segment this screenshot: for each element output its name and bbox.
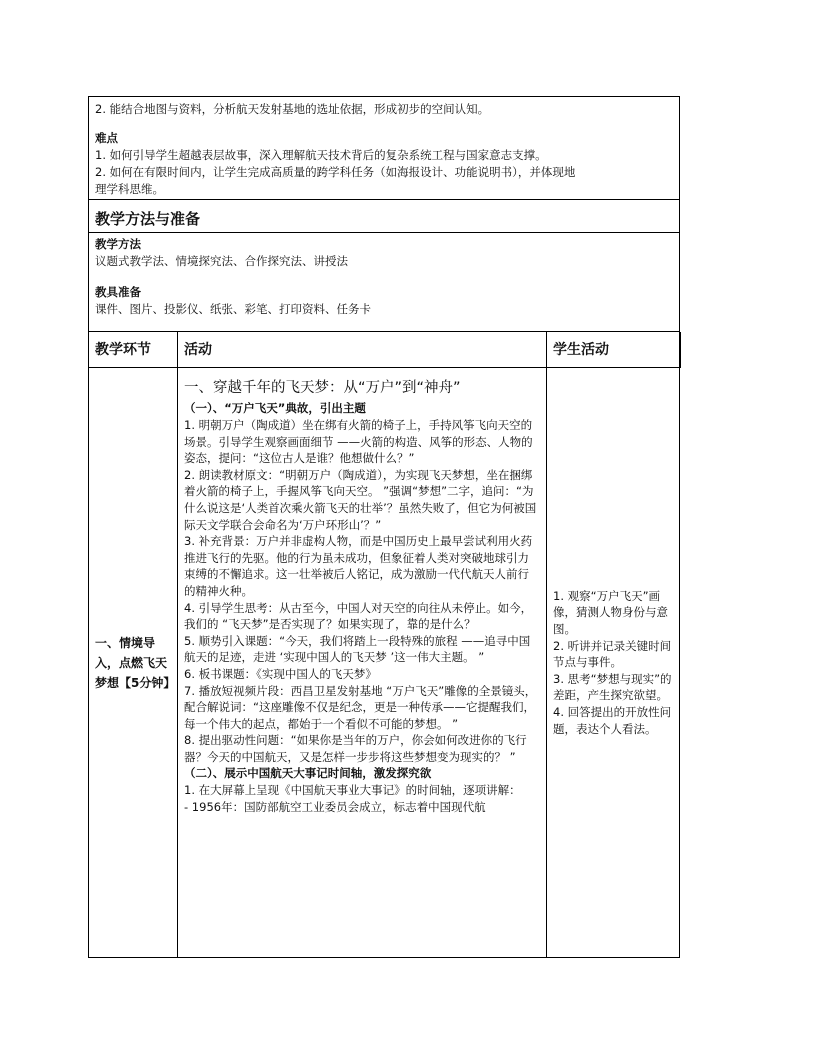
student-activity-item: 4. 回答提出的开放性问题，表达个人看法。	[553, 704, 672, 736]
activity-cell	[178, 368, 547, 957]
table-header-student: 学生活动	[547, 332, 681, 368]
lesson-table	[88, 332, 680, 958]
student-activity-item: 1. 观察“万户飞天”画像，猜测人物身份与意图。	[553, 588, 668, 637]
stage-label: 一、情境导入，点燃飞天梦想【5分钟】	[95, 635, 176, 690]
objectives-block	[88, 96, 680, 200]
methods-block	[88, 200, 680, 332]
difficulty-item-cont: 理学科思维。	[95, 182, 164, 196]
difficulty-item: 1. 如何引导学生超越表层故事，深入理解航天技术背后的复杂系统工程与国家意志支撑。	[95, 148, 547, 162]
activity-item: 1. 明朝万户（陶成道）坐在绑有火箭的椅子上，手持风筝飞向天空的场景。引导学生观察画面细节 ——火箭的构造、风筝的形态、人物的姿态，提问：“这位古人是谁？他想做什么？”	[184, 418, 533, 466]
activity-item: 7. 播放短视频片段：西昌卫星发射基地 “万户飞天”雕像的全景镜头，配合解说词：“这座雕像不仅是纪念，更是一种传承——它提醒我们，每一个伟大的起点，都始于一个看似不可能的梦想。 ”	[184, 683, 537, 731]
tools-label: 教具准备	[95, 285, 141, 299]
activity-item: 4. 引导学生思考：从古至今，中国人对天空的向往从未停止。如今，我们的 “飞天梦”是否实现了？如果实现了，靠的是什么？	[184, 600, 533, 632]
activity-item: - 1956年：国防部航空工业委员会成立，标志着中国现代航	[184, 800, 486, 815]
activity-section-title: 一、穿越千年的飞天梦：从“万户”到“神舟”	[184, 380, 461, 396]
stage-cell	[89, 368, 178, 957]
section-heading: 教学方法与准备	[89, 206, 679, 233]
difficulty-item: 2. 如何在有限时间内，让学生完成高质量的跨学科任务（如海报设计、功能说明书），并体现地	[95, 165, 576, 179]
method-label: 教学方法	[95, 237, 141, 251]
objective-line: 2. 能结合地图与资料，分析航天发射基地的选址依据，形成初步的空间认知。	[95, 102, 490, 116]
activity-item: 3. 补充背景：万户并非虚构人物，而是中国历史上最早尝试利用火药推进飞行的先驱。他的行为虽未成功，但象征着人类对突破地球引力束缚的不懈追求。这一壮举被后人铭记，成为激励一代代航天人前行的精神火种。	[184, 534, 533, 598]
activity-subtitle: （二）、展示中国航天大事记时间轴，激发探究欲	[184, 766, 432, 781]
difficulty-label: 难点	[95, 131, 118, 145]
activity-subtitle: （一）、“万户飞天”典故，引出主题	[184, 401, 366, 415]
activity-item: 5. 顺势引入课题：“今天，我们将踏上一段特殊的旅程 ——追寻中国航天的足迹，走进 ‘实现中国人的飞天梦 ’这一伟大主题。 ”	[184, 633, 531, 665]
activity-item: 6. 板书课题：《实现中国人的飞天梦》	[184, 666, 377, 681]
student-activity-item: 2. 听讲并记录关键时间节点与事件。	[553, 638, 672, 670]
tools-text: 课件、图片、投影仪、纸张、彩笔、打印资料、任务卡	[95, 302, 371, 316]
activity-item: 8. 提出驱动性问题：“如果你是当年的万户，你会如何改进你的飞行器？今天的中国航天，又是怎样一步步将这些梦想变为现实的？ ”	[184, 733, 527, 764]
activity-item: 1. 在大屏幕上呈现《中国航天事业大事记》的时间轴，逐项讲解：	[184, 783, 521, 798]
activity-item: 2. 朗读教材原文：“明朝万户（陶成道），为实现飞天梦想，坐在捆绑着火箭的椅子上，手握风筝飞向天空。 ”强调“梦想”二字，追问：“为什么说这是‘人类首次乘火箭飞天的壮举’？虽然失败了，但它为何被国际天文学联合会命名为‘万户环形山’？”	[184, 467, 537, 532]
method-text: 议题式教学法、情境探究法、合作探究法、讲授法	[95, 254, 348, 268]
student-cell	[547, 368, 681, 957]
table-header-activity: 活动	[178, 332, 547, 368]
student-activity-item: 3. 思考“梦想与现实”的差距，产生探究欲望。	[553, 671, 672, 703]
lesson-plan-page	[88, 96, 680, 958]
table-header-stage: 教学环节	[89, 332, 178, 368]
